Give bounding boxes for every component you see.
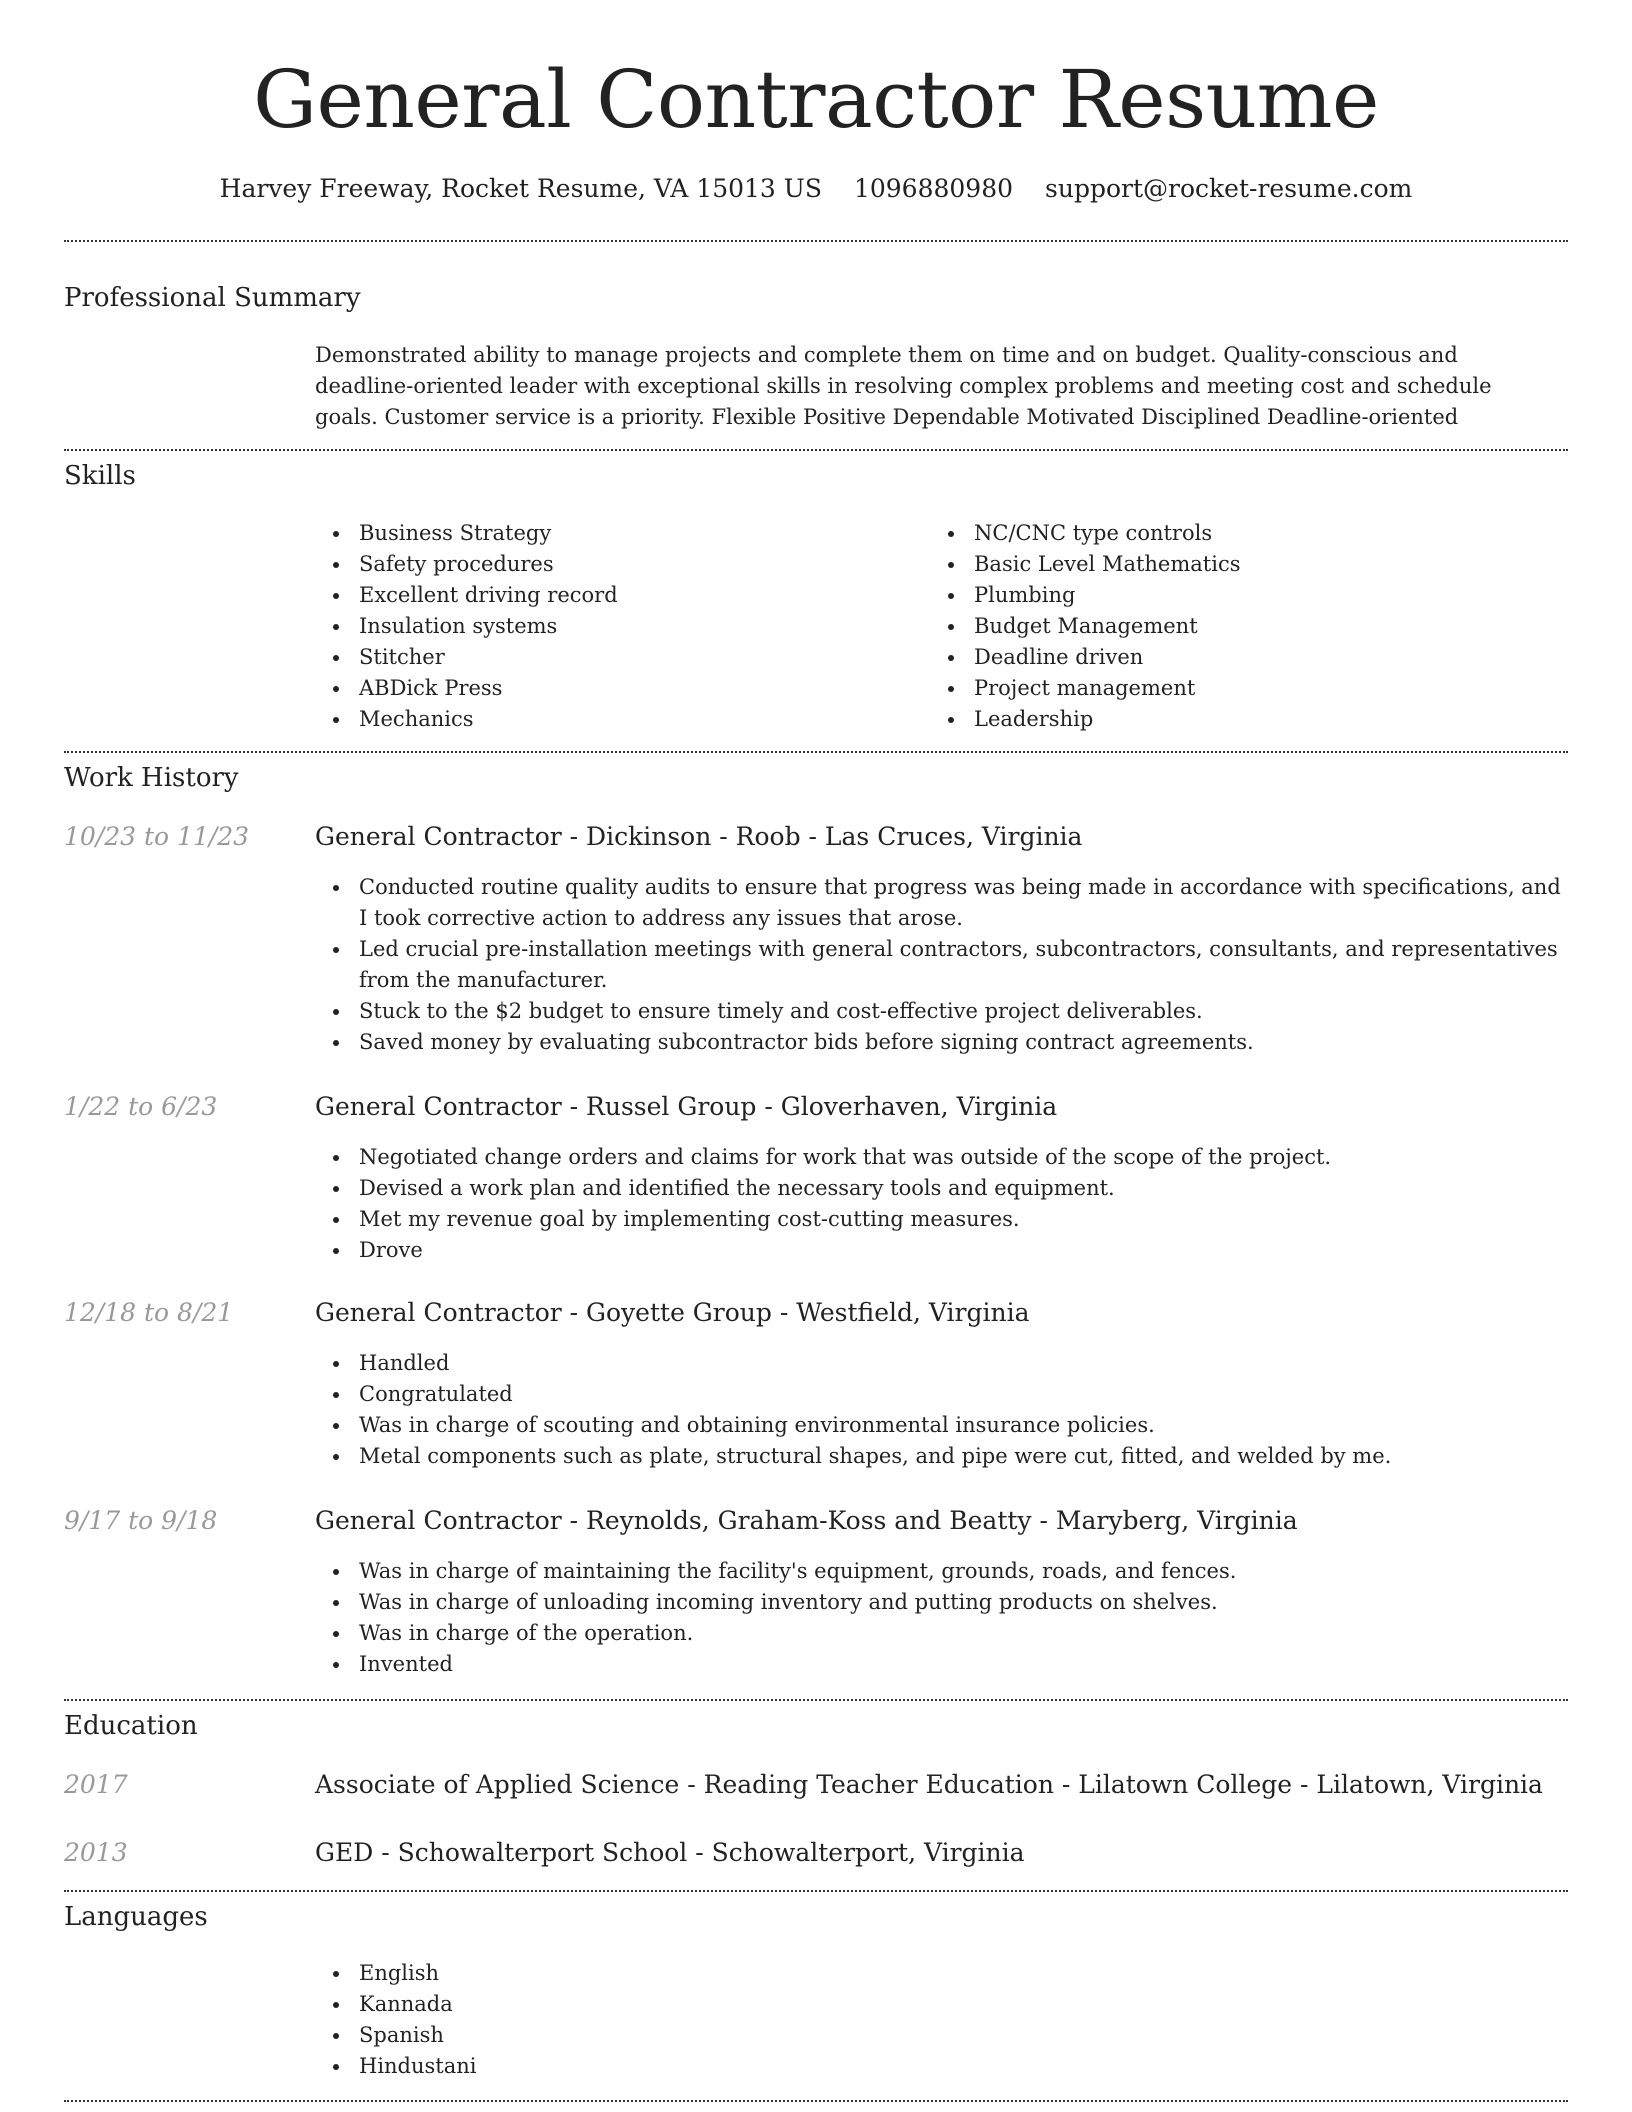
education-year: 2017 <box>64 1770 128 1799</box>
job-bullet: Devised a work plan and identified the necessary tools and equipment. <box>315 1173 1565 1204</box>
summary-text: Demonstrated ability to manage projects and complete them on time and on budget. Quality-conscious and deadline-oriented leader with exceptional skills in resolving complex problems and meeting cost and schedule goals. Customer service is a priority. Flexible Positive Dependable Motivated Disciplined Deadline-oriented <box>315 343 1492 429</box>
language-item: Hindustani <box>315 2051 477 2082</box>
job-dates: 1/22 to 6/23 <box>64 1092 218 1121</box>
skill-item: Plumbing <box>930 580 1240 611</box>
address: Harvey Freeway, Rocket Resume, VA 15013 US <box>219 174 822 203</box>
job-bullets <box>315 1348 1565 1472</box>
education-heading: Education <box>64 1711 198 1741</box>
skill-item: Insulation systems <box>315 611 618 642</box>
summary-heading: Professional Summary <box>64 283 361 313</box>
skill-item: NC/CNC type controls <box>930 518 1240 549</box>
divider <box>64 240 1568 242</box>
skill-item: Excellent driving record <box>315 580 618 611</box>
job-dates: 10/23 to 11/23 <box>64 822 250 851</box>
job-bullet: Was in charge of maintaining the facility's equipment, grounds, roads, and fences. <box>315 1556 1565 1587</box>
email: support@rocket-resume.com <box>1045 174 1413 203</box>
language-item: Spanish <box>315 2020 477 2051</box>
job-bullet: Stuck to the $2 budget to ensure timely and cost-effective project deliverables. <box>315 996 1565 1027</box>
skills-list-left <box>315 518 618 735</box>
phone: 1096880980 <box>853 174 1014 203</box>
job-bullet: Was in charge of unloading incoming inventory and putting products on shelves. <box>315 1587 1565 1618</box>
education-year: 2013 <box>64 1838 128 1867</box>
job-title: General Contractor - Reynolds, Graham-Koss and Beatty - Maryberg, Virginia <box>315 1506 1298 1535</box>
skill-item: Deadline driven <box>930 642 1240 673</box>
job-title: General Contractor - Russel Group - Gloverhaven, Virginia <box>315 1092 1058 1121</box>
skill-item: Leadership <box>930 704 1240 735</box>
resume-title: General Contractor Resume <box>253 53 1379 146</box>
skills-list-right <box>930 518 1240 735</box>
language-item: English <box>315 1958 477 1989</box>
skill-item: ABDick Press <box>315 673 618 704</box>
skills-heading: Skills <box>64 461 136 491</box>
skill-item: Basic Level Mathematics <box>930 549 1240 580</box>
skill-item: Project management <box>930 673 1240 704</box>
job-bullets <box>315 1556 1565 1680</box>
job-dates: 9/17 to 9/18 <box>64 1506 218 1535</box>
skill-item: Budget Management <box>930 611 1240 642</box>
job-title: General Contractor - Dickinson - Roob - Las Cruces, Virginia <box>315 822 1083 851</box>
job-bullet: Conducted routine quality audits to ensure that progress was being made in accordance with specifications, and I took corrective action to address any issues that arose. <box>315 872 1565 934</box>
job-bullet: Negotiated change orders and claims for work that was outside of the scope of the project. <box>315 1142 1565 1173</box>
job-bullet: Led crucial pre-installation meetings with general contractors, subcontractors, consultants, and representatives from the manufacturer. <box>315 934 1565 996</box>
education-title: GED - Schowalterport School - Schowalterport, Virginia <box>315 1838 1025 1867</box>
languages-list <box>315 1958 477 2082</box>
job-bullet: Met my revenue goal by implementing cost-cutting measures. <box>315 1204 1565 1235</box>
job-title: General Contractor - Goyette Group - Westfield, Virginia <box>315 1298 1030 1327</box>
job-bullet: Was in charge of the operation. <box>315 1618 1565 1649</box>
skill-item: Mechanics <box>315 704 618 735</box>
job-bullet: Drove <box>315 1235 1565 1266</box>
job-dates: 12/18 to 8/21 <box>64 1298 234 1327</box>
job-bullet: Handled <box>315 1348 1565 1379</box>
job-bullet: Invented <box>315 1649 1565 1680</box>
skill-item: Safety procedures <box>315 549 618 580</box>
job-bullets <box>315 1142 1565 1266</box>
skill-item: Stitcher <box>315 642 618 673</box>
job-bullet: Was in charge of scouting and obtaining environmental insurance policies. <box>315 1410 1565 1441</box>
job-bullet: Saved money by evaluating subcontractor bids before signing contract agreements. <box>315 1027 1565 1058</box>
language-item: Kannada <box>315 1989 477 2020</box>
job-bullet: Metal components such as plate, structural shapes, and pipe were cut, fitted, and welded by me. <box>315 1441 1565 1472</box>
divider <box>64 449 1568 451</box>
contact-info <box>0 174 1632 203</box>
skill-item: Business Strategy <box>315 518 618 549</box>
education-title: Associate of Applied Science - Reading Teacher Education - Lilatown College - Lilatown, Virginia <box>315 1770 1543 1799</box>
job-bullet: Congratulated <box>315 1379 1565 1410</box>
divider <box>64 2100 1568 2102</box>
languages-heading: Languages <box>64 1902 208 1932</box>
divider <box>64 1890 1568 1892</box>
work-heading: Work History <box>64 763 239 793</box>
job-bullets <box>315 872 1565 1058</box>
divider <box>64 751 1568 753</box>
divider <box>64 1699 1568 1701</box>
